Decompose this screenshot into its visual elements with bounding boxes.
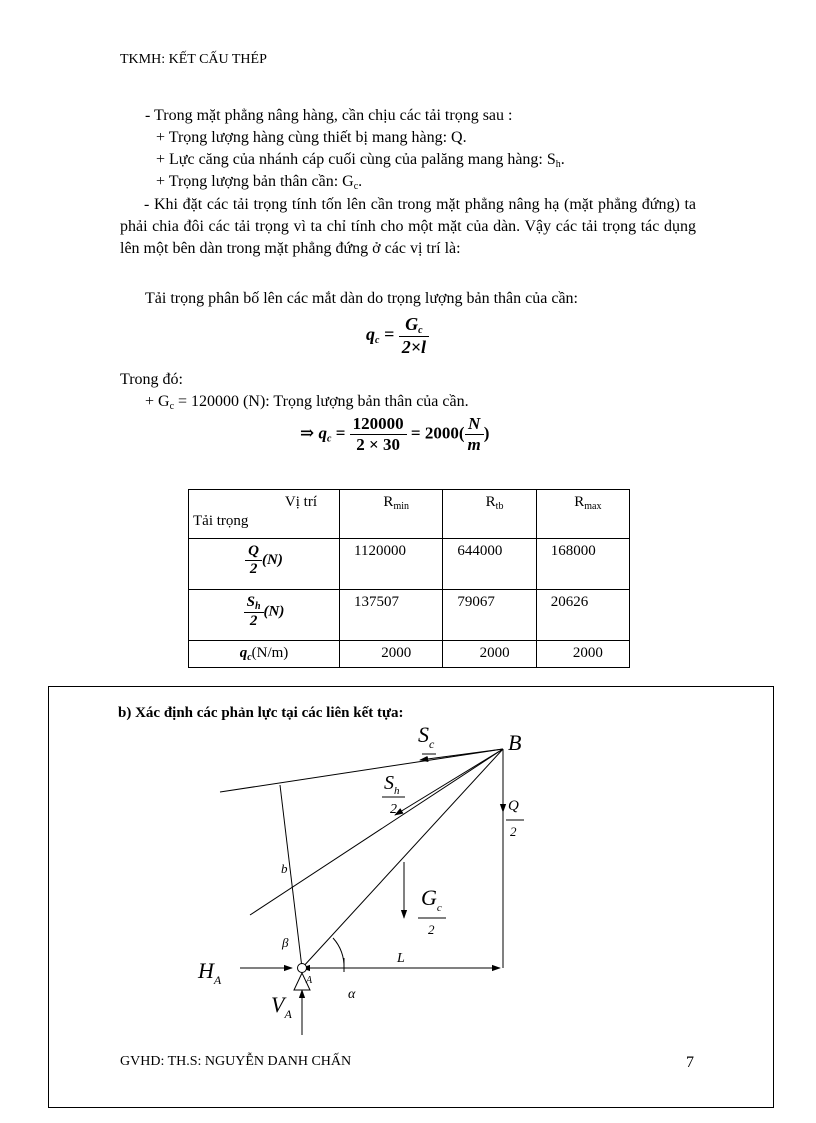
label-qc-unit: (N/m) [251, 645, 289, 661]
table-col-rtb-sub: tb [495, 501, 504, 512]
page-header: TKMH: KẾT CẤU THÉP [120, 52, 267, 67]
formula-value-num: 120000 [350, 414, 407, 435]
load-item-sh-sub: h [555, 159, 561, 170]
label-l: L [397, 951, 405, 966]
where-label: Trong đó: [120, 371, 183, 388]
force-sh-arrow [395, 749, 503, 815]
label-b: B [508, 730, 522, 755]
load-item-sh-text: + Lực căng của nhánh cáp cuối cùng của palăng mang hàng: S [156, 151, 556, 168]
formula-qc-num: G [405, 314, 419, 334]
label-sh-main: S [384, 772, 394, 794]
table-cell: 2000 [340, 641, 443, 668]
load-item-gc-end: . [358, 173, 363, 190]
formula-qc-denominator: 2×l [401, 337, 426, 357]
table-col-rmax-main: R [574, 494, 585, 510]
label-sh-den: 2 [390, 802, 397, 817]
label-qc-main: q [239, 645, 248, 661]
label-sh-sub: h [394, 785, 400, 797]
formula-value-lhs-sub: c [327, 433, 332, 445]
footer-instructor: GVHD: TH.S: NGUYỄN DANH CHẤN [120, 1054, 352, 1069]
distributed-load-text: Tải trọng phân bố lên các mắt dàn do trọng lượng bản thân của cần: [145, 290, 578, 307]
label-sc-sub: c [429, 737, 435, 751]
angle-alpha-arc [333, 938, 344, 968]
label-qc-sub: c [247, 652, 252, 663]
table-cell: 644000 [443, 539, 536, 590]
formula-value-den: 2 × 30 [356, 435, 400, 454]
formula-value-lhs: q [318, 423, 327, 443]
label-a: A [306, 975, 313, 986]
label-q-unit: (N) [262, 551, 283, 568]
formula-implies-arrow: ⇒ [300, 423, 315, 443]
where-item-gc-post: = 120000 (N): Trọng lượng bản thân của cần. [174, 393, 469, 410]
label-sc [418, 722, 435, 751]
load-item-sh-end: . [560, 151, 565, 168]
table-cell: 2000 [536, 641, 629, 668]
where-item-gc-pre: + G [145, 393, 170, 410]
table-cell: 137507 [340, 590, 443, 641]
label-b-dim: b [281, 861, 288, 876]
table-col-rmin-sub: min [393, 501, 409, 512]
load-item-gc-text: + Trọng lượng bản thân cần: G [156, 173, 354, 190]
load-item-gc-sub: c [353, 181, 359, 192]
formula-unit-den: m [467, 435, 481, 454]
section-b-title: b) Xác định các phản lực tại các liên kết tựa: [118, 705, 404, 721]
table-col-rmax-sub: max [584, 501, 602, 512]
formula-qc-lhs: q [366, 324, 375, 345]
formula-value-close: ) [483, 423, 490, 443]
label-alpha: α [348, 987, 356, 1002]
formula-qc-lhs-sub: c [375, 335, 380, 347]
label-q-num: Q [508, 798, 519, 814]
boom-upper-chord [220, 749, 503, 792]
paragraph-half-loads: - Khi đặt các tải trọng tính tốn lên cần trong mặt phẳng nâng hạ (mặt phẳng đứng) ta phải chia đôi các tải trọng vì ta chỉ tính cho một mặt của dàn. Vậy các tải trọng tác dụng lên một bên dàn trong mặt phẳng đứng ở các vị trí là: [120, 196, 696, 257]
formula-qc-value: ⇒ $q_c$ = $\frac{120000}{2 \times 30}$ = 2000( $\frac{N}{m}$ ) [300, 414, 490, 454]
table-cell: 2000 [443, 641, 536, 668]
label-va [271, 992, 292, 1021]
label-sh-unit: (N) [263, 603, 285, 620]
footer-page-number: 7 [686, 1054, 694, 1071]
table-cell: 79067 [443, 590, 536, 641]
label-gc-main: G [421, 885, 437, 910]
label-q-num: Q [245, 543, 262, 561]
label-va-sub: A [284, 1007, 292, 1021]
label-sh-den: 2 [249, 613, 258, 629]
table-cell: 168000 [536, 539, 629, 590]
table-cell: 20626 [536, 590, 629, 641]
formula-value-result: = 2000( [410, 423, 465, 443]
table-corner-position: Vị trí [284, 494, 317, 510]
label-sh [384, 772, 400, 797]
load-item-q: + Trọng lượng hàng cùng thiết bị mang hàng: Q. [156, 129, 467, 146]
label-ha [197, 958, 222, 987]
label-sh-num: S [246, 594, 255, 610]
boom-main-line [302, 749, 503, 968]
label-ha-sub: A [213, 973, 222, 987]
formula-qc-eq: = [383, 324, 395, 345]
label-ha-main: H [198, 958, 214, 983]
table-cell: 1120000 [340, 539, 443, 590]
label-gc-den: 2 [428, 922, 435, 937]
label-beta: β [282, 935, 289, 950]
label-q-den: 2 [249, 561, 258, 577]
label-va-main: V [271, 992, 285, 1017]
where-item-gc-sub: c [169, 401, 175, 412]
label-sh-num-sub: h [254, 601, 261, 612]
label-gc [421, 885, 442, 914]
label-q-den: 2 [510, 824, 517, 839]
formula-unit-num: N [465, 414, 484, 435]
label-gc-sub: c [436, 902, 442, 914]
support-a-pin [298, 964, 307, 973]
intro-line: - Trong mặt phẳng nâng hàng, cần chịu các tải trọng sau : [145, 107, 513, 124]
boom-lower-chord [250, 749, 503, 915]
table-col-rtb-main: R [485, 494, 496, 510]
table-corner-load: Tải trọng [193, 513, 249, 529]
label-sc-main: S [418, 722, 429, 747]
table-col-rmin-main: R [383, 494, 394, 510]
formula-qc-num-sub: c [418, 325, 423, 336]
